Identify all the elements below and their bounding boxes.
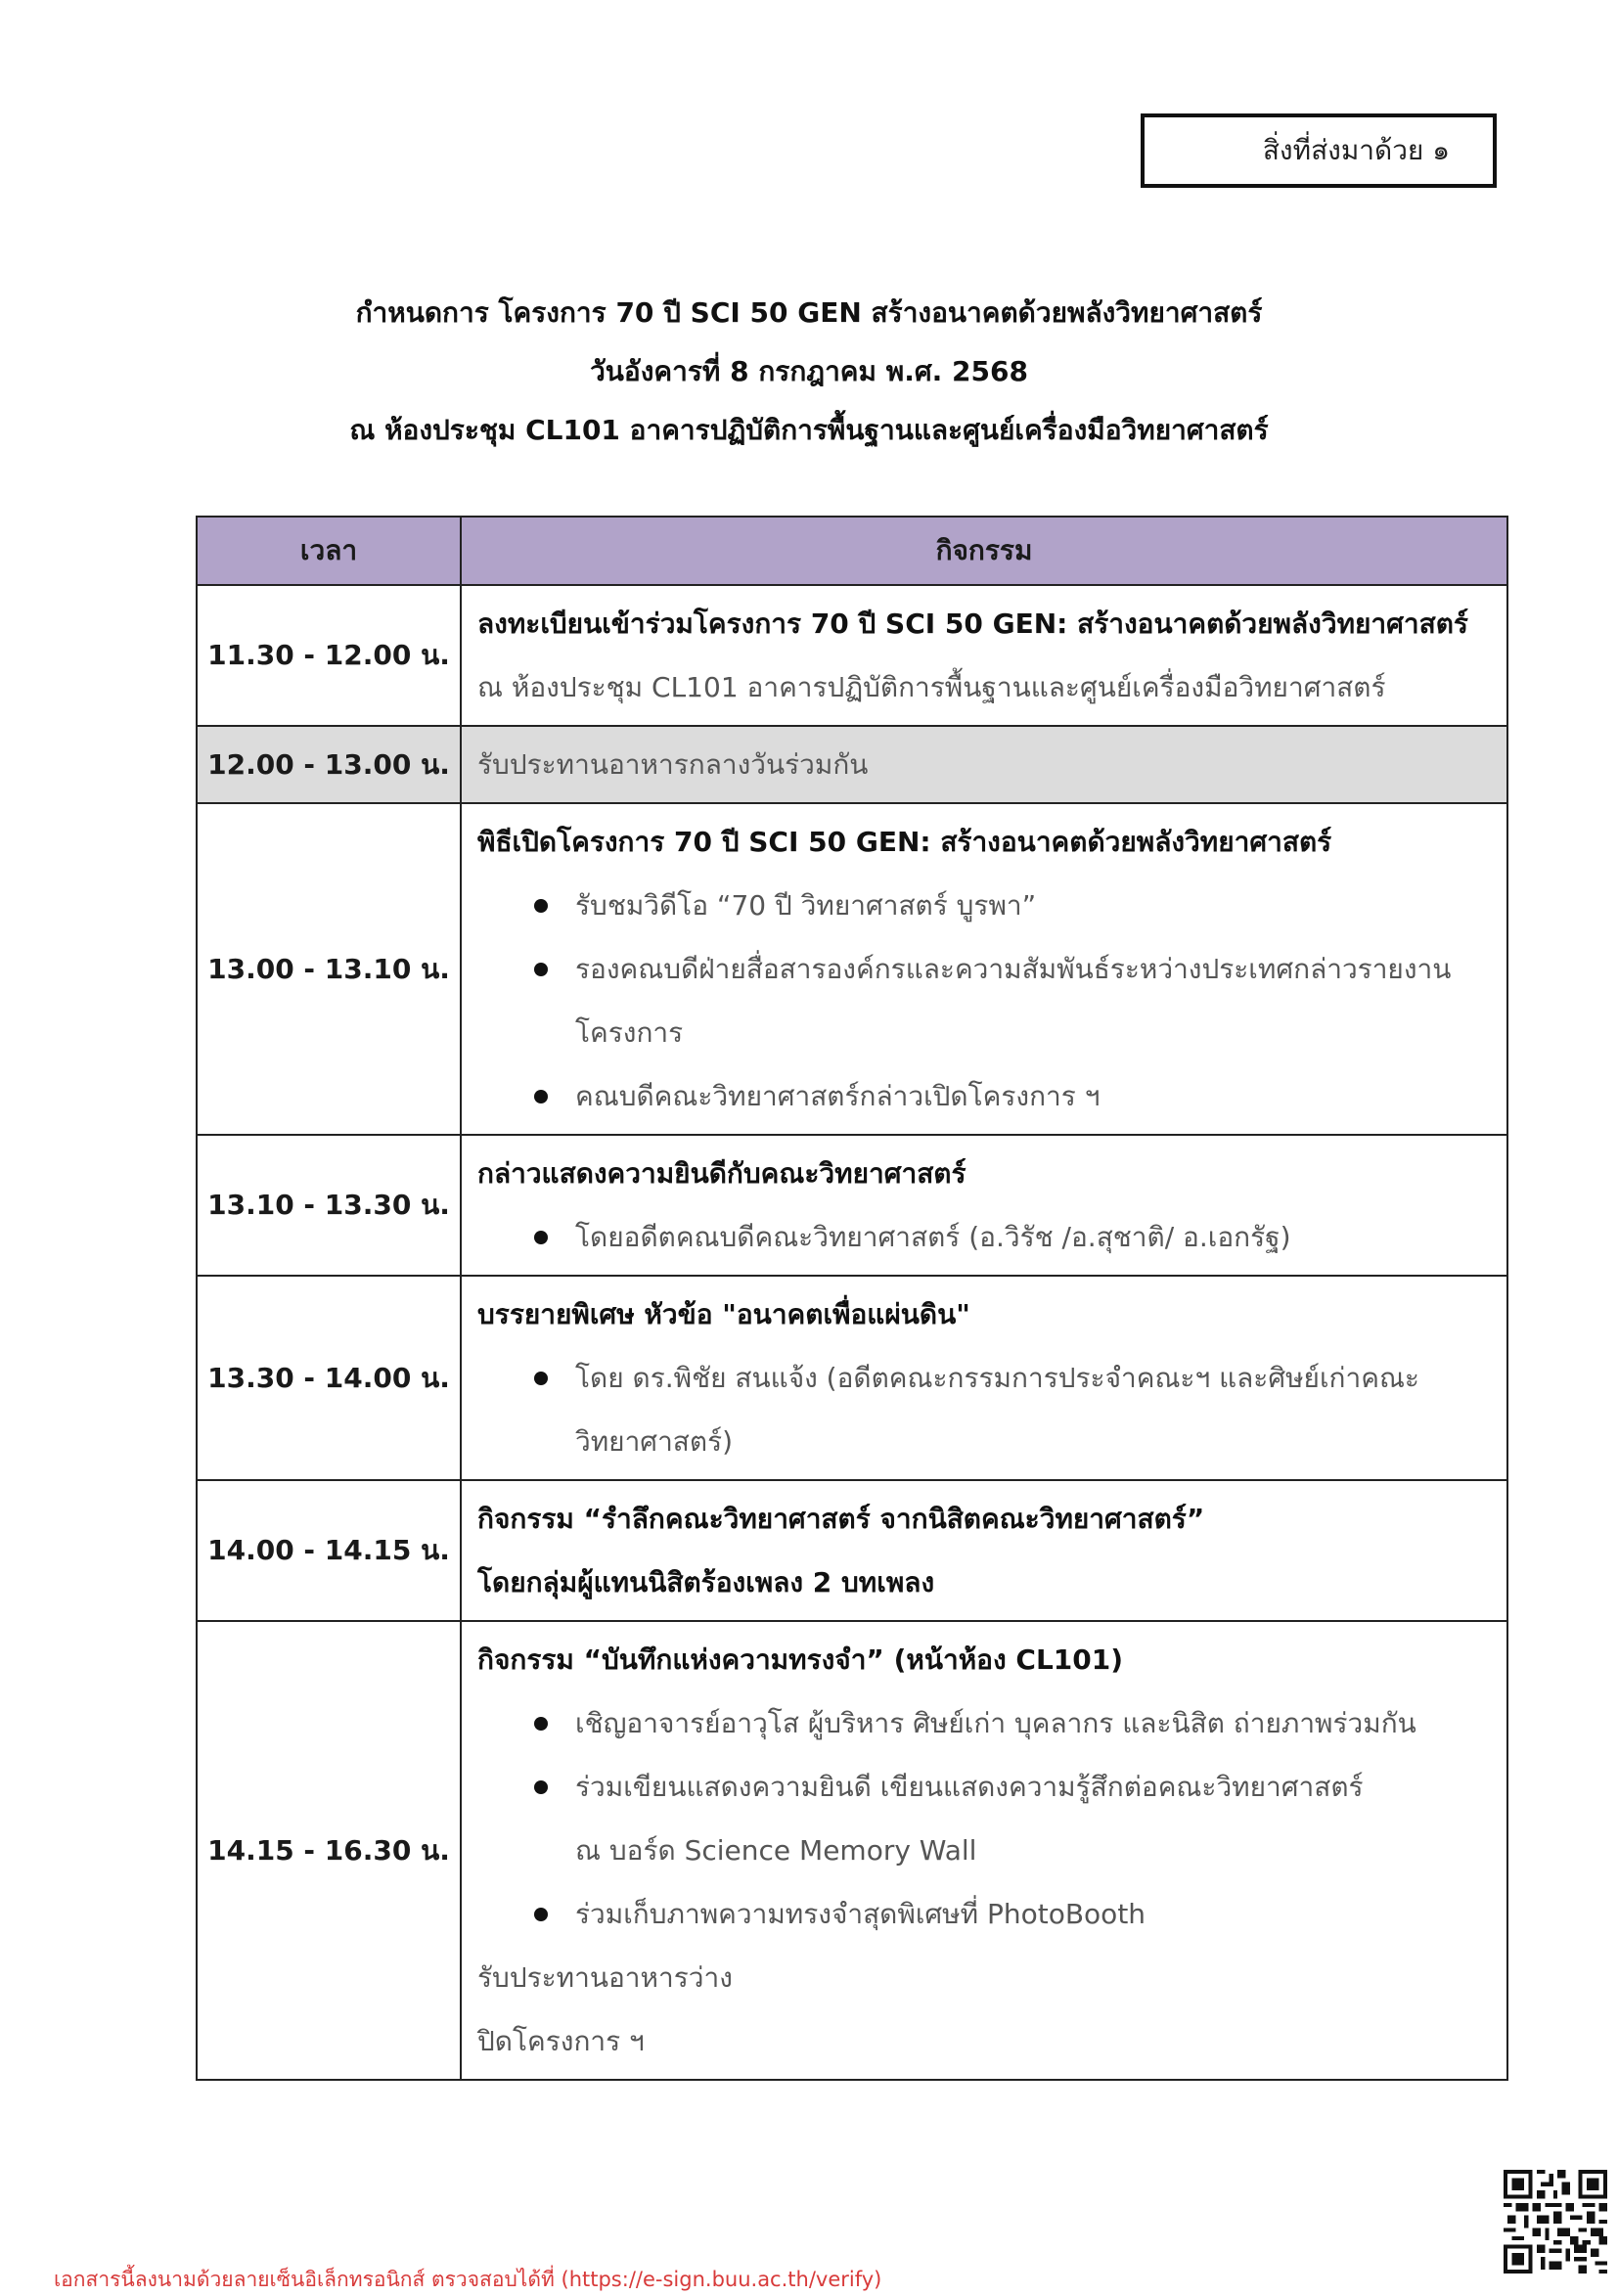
esign-footer-note: เอกสารนี้ลงนามด้วยลายเซ็นอิเล็กทรอนิกส์ ตรวจสอบได้ที่ (https://e-sign.buu.ac.th/verify) <box>54 2268 882 2291</box>
activity-bullet: ร่วมเก็บภาพความทรงจำสุดพิเศษที่ PhotoBooth <box>477 1882 1506 1946</box>
activity-bullet-continuation: ณ บอร์ด Science Memory Wall <box>575 1834 977 1867</box>
table-row <box>197 1480 1507 1621</box>
row-activity <box>461 1276 1507 1480</box>
table-row <box>197 726 1507 803</box>
activity-bullet-continuation: โครงการ <box>575 1016 684 1049</box>
activity-bullet-continuation: วิทยาศาสตร์) <box>575 1425 734 1458</box>
activity-bullet: รองคณบดีฝ่ายสื่อสารองค์กรและความสัมพันธ์ระหว่างประเทศกล่าวรายงาน <box>477 937 1506 1001</box>
attachment-label-box <box>1141 113 1497 188</box>
activity-title: กิจกรรม “รำลึกคณะวิทยาศาสตร์ จากนิสิตคณะวิทยาศาสตร์” <box>477 1503 1205 1535</box>
table-row <box>197 1621 1507 2080</box>
activity-title: ลงทะเบียนเข้าร่วมโครงการ 70 ปี SCI 50 GEN: สร้างอนาคตด้วยพลังวิทยาศาสตร์ <box>477 608 1468 640</box>
schedule-title: กำหนดการ โครงการ 70 ปี SCI 50 GEN สร้างอนาคตด้วยพลังวิทยาศาสตร์ <box>355 296 1263 329</box>
table-header-row <box>197 517 1507 585</box>
activity-bullet: รับชมวิดีโอ “70 ปี วิทยาศาสตร์ บูรพา” <box>477 874 1506 937</box>
table-row <box>197 1135 1507 1276</box>
row-time: 13.30 - 14.00 น. <box>197 1276 461 1480</box>
activity-title: บรรยายพิเศษ หัวข้อ "อนาคตเพื่อแผ่นดิน" <box>477 1298 970 1330</box>
row-activity <box>461 1135 1507 1276</box>
row-activity <box>461 1480 1507 1621</box>
activity-extra: ปิดโครงการ ฯ <box>477 2025 645 2057</box>
activity-bullet: เชิญอาจารย์อาวุโส ผู้บริหาร ศิษย์เก่า บุคลากร และนิสิต ถ่ายภาพร่วมกัน <box>477 1691 1506 1755</box>
qr-code-icon <box>1504 2170 1607 2273</box>
attachment-label: สิ่งที่ส่งมาด้วย ๑ <box>1262 134 1450 166</box>
activity-bullet: ร่วมเขียนแสดงความยินดี เขียนแสดงความรู้สึกต่อคณะวิทยาศาสตร์ <box>477 1755 1506 1819</box>
table-row <box>197 803 1507 1135</box>
schedule-table <box>196 516 1508 2081</box>
row-time: 11.30 - 12.00 น. <box>197 585 461 726</box>
activity-bullet: คณบดีคณะวิทยาศาสตร์กล่าวเปิดโครงการ ฯ <box>477 1064 1506 1128</box>
row-activity <box>461 585 1507 726</box>
header-time: เวลา <box>197 517 461 585</box>
activity-subtitle: โดยกลุ่มผู้แทนนิสิตร้องเพลง 2 บทเพลง <box>477 1566 935 1598</box>
header-activity: กิจกรรม <box>461 517 1507 585</box>
activity-detail: รับประทานอาหารกลางวันร่วมกัน <box>477 748 869 781</box>
table-row <box>197 585 1507 726</box>
row-time: 12.00 - 13.00 น. <box>197 726 461 803</box>
activity-extra: รับประทานอาหารว่าง <box>477 1961 733 1994</box>
activity-title: กิจกรรม “บันทึกแห่งความทรงจำ” (หน้าห้อง CL101) <box>477 1643 1124 1676</box>
row-time: 14.15 - 16.30 น. <box>197 1621 461 2080</box>
row-activity <box>461 1621 1507 2080</box>
schedule-venue: ณ ห้องประชุม CL101 อาคารปฏิบัติการพื้นฐานและศูนย์เครื่องมือวิทยาศาสตร์ <box>349 414 1269 446</box>
row-time: 14.00 - 14.15 น. <box>197 1480 461 1621</box>
row-time: 13.00 - 13.10 น. <box>197 803 461 1135</box>
activity-detail: ณ ห้องประชุม CL101 อาคารปฏิบัติการพื้นฐานและศูนย์เครื่องมือวิทยาศาสตร์ <box>477 671 1386 703</box>
activity-title: พิธีเปิดโครงการ 70 ปี SCI 50 GEN: สร้างอนาคตด้วยพลังวิทยาศาสตร์ <box>477 826 1332 858</box>
row-activity <box>461 726 1507 803</box>
activity-bullet: โดย ดร.พิชัย สนแจ้ง (อดีตคณะกรรมการประจำคณะฯ และศิษย์เก่าคณะ <box>477 1346 1506 1410</box>
row-time: 13.10 - 13.30 น. <box>197 1135 461 1276</box>
table-row <box>197 1276 1507 1480</box>
activity-bullet: โดยอดีตคณบดีคณะวิทยาศาสตร์ (อ.วิรัช /อ.สุชาติ/ อ.เอกรัฐ) <box>477 1205 1506 1269</box>
row-activity <box>461 803 1507 1135</box>
activity-title: กล่าวแสดงความยินดีกับคณะวิทยาศาสตร์ <box>477 1157 966 1190</box>
schedule-date: วันอังคารที่ 8 กรกฎาคม พ.ศ. 2568 <box>590 355 1028 387</box>
